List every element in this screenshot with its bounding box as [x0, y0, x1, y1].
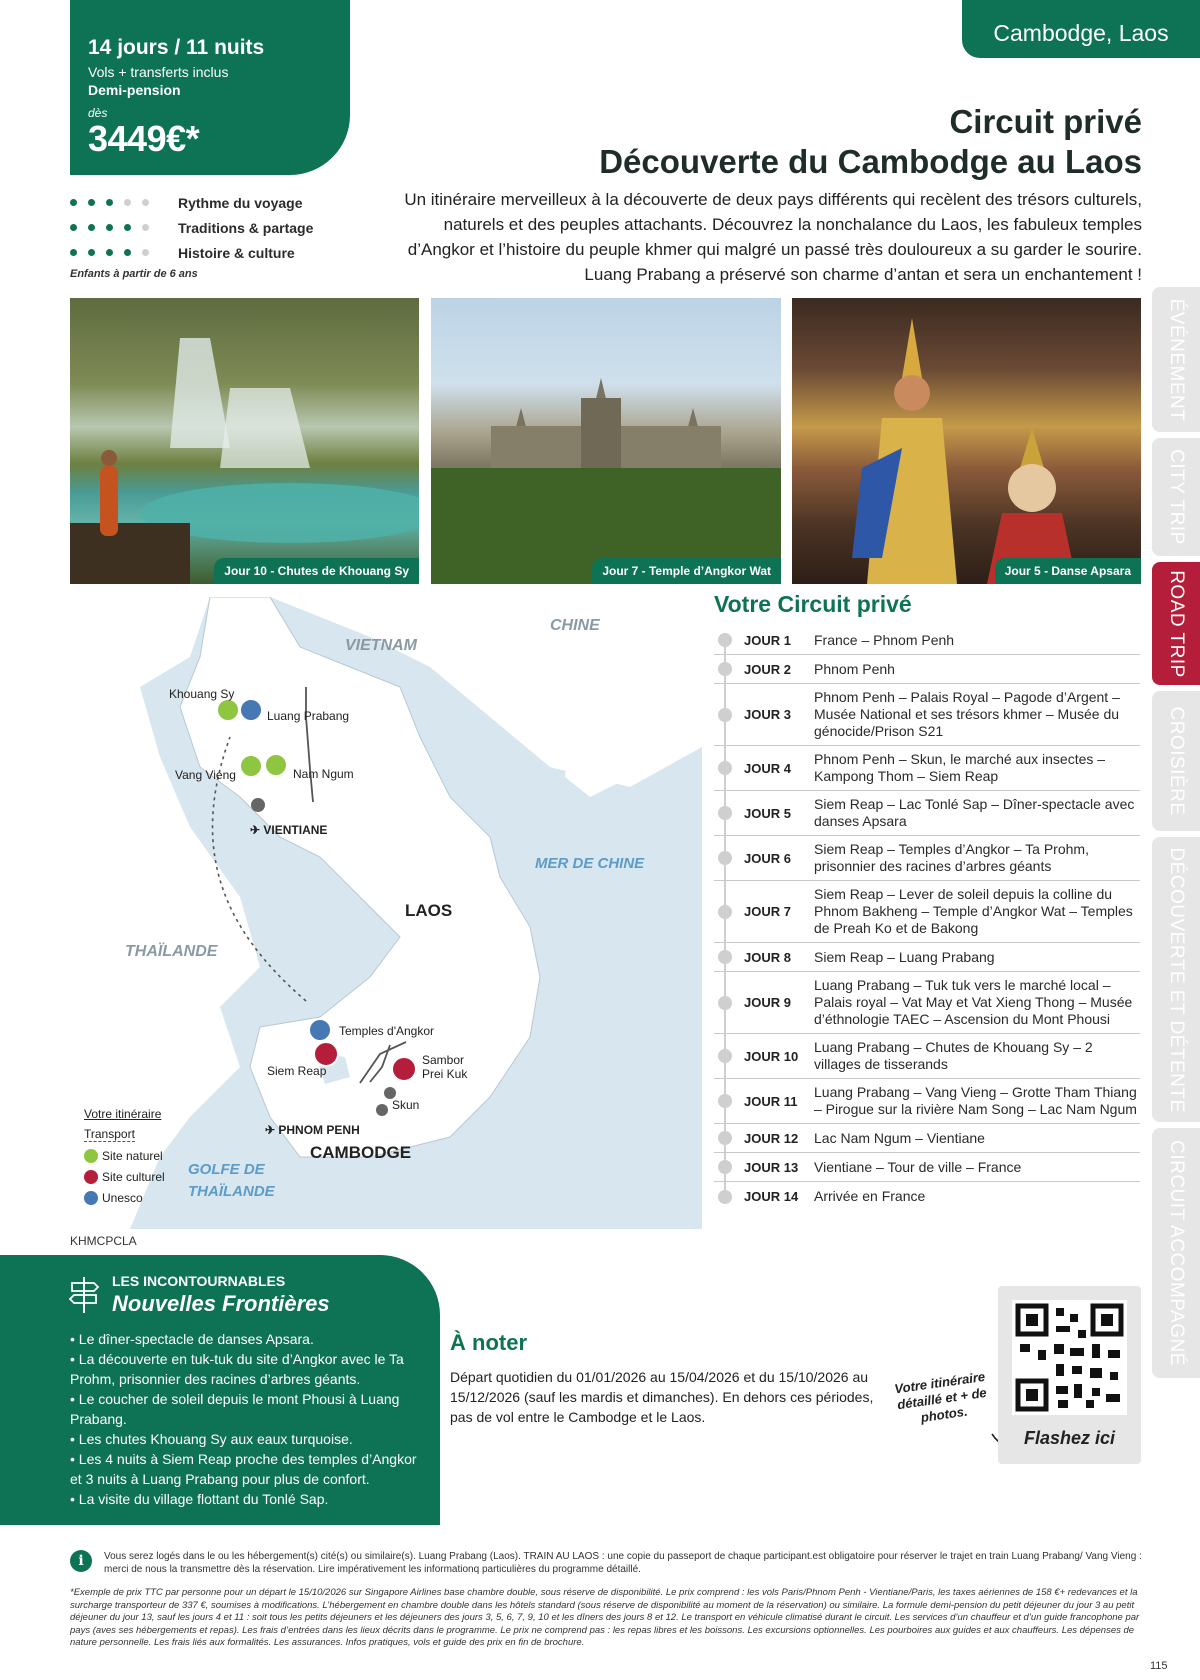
day-description: Arrivée en France [814, 1188, 926, 1204]
board-type: Demi-pension [88, 82, 181, 98]
rating-dot-empty [124, 199, 131, 206]
tab-road-trip[interactable] [1152, 562, 1200, 685]
day-number: JOUR 1 [744, 632, 791, 648]
pin-icon [718, 806, 732, 820]
natural-site-icon [84, 1149, 98, 1163]
map-place [250, 823, 327, 837]
map-label-gulf: GOLFE DE [188, 1161, 265, 1178]
waterfall-illustration [70, 298, 419, 584]
list-item [714, 1182, 1140, 1211]
rating-dot-empty [142, 224, 149, 231]
day-description: Siem Reap – Luang Prabang [814, 948, 995, 965]
pin-icon [718, 996, 732, 1010]
plane-icon: ✈ [250, 823, 264, 837]
day-number: JOUR 7 [744, 904, 791, 919]
rating-dot-filled [70, 249, 77, 256]
legend-transport [84, 1124, 165, 1145]
qr-pattern [1012, 1300, 1127, 1415]
temple-illustration [431, 298, 781, 584]
qr-code-icon[interactable] [1012, 1300, 1127, 1415]
map-illustration [70, 597, 702, 1229]
map-place: Nam Ngum [293, 767, 354, 781]
pin-icon [718, 708, 732, 722]
stop-marker [251, 798, 265, 812]
rating-row [70, 190, 350, 215]
map-place: Temples d'Angkor [339, 1024, 435, 1038]
rating-dot-filled [88, 199, 95, 206]
list-item: • La découverte en tuk-tuk du site d’Angkor avec le Ta Prohm, prisonnier des racines d’arbres géants. [70, 1351, 404, 1387]
tab-label: CITY TRIP [1166, 449, 1187, 545]
map-label-vietnam: VIETNAM [345, 637, 417, 654]
day-description: France – Phnom Penh [814, 631, 955, 648]
tab-evenement[interactable] [1152, 287, 1200, 432]
tab-label: DÉCOUVERTE ET DÉTENTE [1166, 846, 1187, 1113]
rating-dots [70, 249, 178, 256]
legend-label: Votre itinéraire [84, 1106, 162, 1121]
destination-tab: Cambodge, Laos [962, 0, 1200, 58]
day-number: JOUR 3 [744, 707, 791, 722]
day-description: Vientiane – Tour de ville – France [814, 1158, 1022, 1175]
note-title: À noter [450, 1330, 527, 1355]
map-place: Prei Kuk [422, 1067, 468, 1081]
itinerary-title: Votre Circuit privé [714, 591, 912, 617]
list-item [714, 626, 1140, 655]
map-code: KHMCPCLA [70, 1234, 137, 1248]
list-item: • La visite du village flottant du Tonlé Sap. [70, 1491, 329, 1507]
day-number: JOUR 10 [744, 1048, 799, 1064]
natural-site-icon [265, 754, 287, 776]
pin-icon [718, 761, 732, 775]
day-description: Luang Prabang – Chutes de Khouang Sy – 2 villages de tisserands [814, 1039, 1093, 1072]
cultural-site-icon [314, 1042, 338, 1066]
day-description: Siem Reap – Lever de soleil depuis la colline du Phnom Bakheng – Temple d’Angkor Wat – Temples de Preah Ko et de Bakong [814, 886, 1133, 936]
pin-icon [718, 851, 732, 865]
map-legend [84, 1103, 165, 1208]
rating-dot-filled [70, 199, 77, 206]
map-place: Luang Prabang [267, 709, 350, 723]
day-number: JOUR 8 [744, 949, 791, 965]
legend-natural [84, 1145, 165, 1166]
qr-label: Flashez ici [1023, 1428, 1116, 1448]
list-item [714, 1153, 1140, 1182]
photo-khouang-sy-falls [70, 298, 419, 584]
rating-dots [70, 199, 178, 206]
map-label-gulf-2: THAÏLANDE [188, 1183, 275, 1200]
legend-unesco [84, 1187, 165, 1208]
day-description: Luang Prabang – Vang Vieng – Grotte Tham Thiang – Pirogue sur la rivière Nam Song – Lac Nam Ngum [814, 1084, 1137, 1117]
ratings [70, 190, 350, 265]
map-place: Sambor [422, 1053, 465, 1067]
qr-card[interactable] [998, 1286, 1141, 1464]
pin-icon [718, 633, 732, 647]
day-description: Phnom Penh [814, 660, 895, 677]
legend-itinerary [84, 1103, 165, 1124]
title-line-2: Découverte du Cambodge au Laos [599, 143, 1142, 180]
list-item [714, 1124, 1140, 1153]
pin-icon [718, 1190, 732, 1204]
rating-dot-filled [70, 224, 77, 231]
day-number: JOUR 5 [744, 805, 791, 821]
dancers-illustration [792, 298, 1141, 584]
pin-icon [718, 905, 732, 919]
list-item: • Les chutes Khouang Sy aux eaux turquoise. [70, 1431, 353, 1447]
legend-cultural [84, 1166, 165, 1187]
price: 3449€* [88, 118, 200, 159]
cultural-site-icon [392, 1057, 416, 1081]
rating-row [70, 240, 350, 265]
list-item [714, 655, 1140, 684]
tab-city-trip[interactable] [1152, 438, 1200, 556]
rating-label: Rythme du voyage [178, 194, 303, 211]
fine-print: *Exemple de prix TTC par personne pour un départ le 15/10/2026 sur Singapore Airlines base chambre double, sous réserve de disponibilité. Le prix comprend : les vols Paris/Phnom Penh - Vientiane/Paris, les taxes aériennes de 158 €+ redevances et la surcharge transporteur de 337 €, soumises à modifications. L’hébergement en chambre double dans les hôtels standard (sous réserve de disponibilité au moment de la réservation) ou similaire. La formule demi-pension du petit déjeuner du jour 3 au petit déjeuner du jour 13, sauf les jours 4 et 11 : soit tous les petits déjeuners et les déjeuners des jours 3, 5, 6, 7, 9, 10 et les dîners des jours 8 et 12. Le transport en véhicule climatisé durant le circuit. Les services d’un chauffeur et d’un guide francophone par pays (aves ses hébergements et repas). Les frais d’entrées dans les lieux décrits dans le programme. Le prix ne comprend pas : les repas libres et les boissons. Les excursions optionnelles. Les pourboires aux guides et aux chauffeurs. Les dépenses de nature personnelle. Les frais liés aux formalités. Les assurances. Infos pratiques, vols et guide des prix en fin de brochure. [70, 1587, 1140, 1648]
day-number: JOUR 4 [744, 760, 791, 776]
signpost-icon [68, 1275, 100, 1315]
pin-icon [718, 662, 732, 676]
cultural-site-icon [84, 1170, 98, 1184]
qr-note: Votre itinéraire détaillé et + de photos. [893, 1368, 988, 1426]
map-place-name: PHNOM PENH [278, 1123, 360, 1137]
map-place-name: VIENTIANE [263, 823, 328, 837]
plane-icon: ✈ [265, 1123, 279, 1137]
natural-site-icon [217, 699, 239, 721]
day-description: Luang Prabang – Tuk tuk vers le marché local – Palais royal – Vat May et Vat Xieng Thong – Musée d’éthnologie TAEC – Ascension du Mont Phousi [814, 977, 1133, 1027]
tab-croisiere[interactable] [1152, 691, 1200, 831]
map-label-cambodia: CAMBODGE [310, 1143, 412, 1162]
list-item [714, 746, 1140, 791]
list-item [714, 972, 1140, 1034]
highlights-brand: Nouvelles Frontières [112, 1291, 330, 1316]
list-item [714, 791, 1140, 836]
tab-label: CIRCUIT ACCOMPAGNÉ [1166, 1140, 1187, 1366]
price-box [70, 0, 350, 175]
pin-icon [718, 1131, 732, 1145]
rating-dot-empty [142, 249, 149, 256]
rating-dot-filled [88, 249, 95, 256]
note-text: Départ quotidien du 01/01/2026 au 15/04/2026 et du 15/10/2026 au 15/12/2026 (sauf les mardis et dimanches). En dehors ces périodes, pas de vol entre le Cambodge et le Laos. [450, 1369, 874, 1425]
day-number: JOUR 12 [744, 1130, 799, 1146]
rating-dot-empty [142, 199, 149, 206]
tab-decouverte-detente[interactable] [1152, 837, 1200, 1122]
trip-duration: 14 jours / 11 nuits [88, 36, 265, 59]
day-number: JOUR 2 [744, 661, 791, 677]
legend-label: Transport [84, 1127, 135, 1141]
itinerary-list [714, 626, 1140, 1211]
list-item [714, 881, 1140, 943]
highlights-kicker: LES INCONTOURNABLES [112, 1273, 286, 1289]
rating-dot-filled [124, 249, 131, 256]
page-number: 115 [1150, 1660, 1168, 1672]
info-text: Vous serez logés dans le ou les hébergement(s) cité(s) ou similaire(s). Luang Prabang (Laos). TRAIN AU LAOS : une copie du passeport de chaque participant.est obligatoire pour réserver le trajet en train Luang Prabang/ Vang Vieng : merci de nous la transmettre dès la réservation. Lire impérativement les informationq particulières du programme détaillé. [104, 1551, 1142, 1575]
pin-icon [718, 1160, 732, 1174]
photo-apsara-dance [792, 298, 1141, 584]
pin-icon [718, 1049, 732, 1063]
pin-icon [718, 950, 732, 964]
map-place [265, 1123, 360, 1137]
tab-circuit-accompagne[interactable] [1152, 1128, 1200, 1378]
unesco-icon [309, 1019, 331, 1041]
side-tabs [1152, 287, 1200, 1384]
tab-label: ROAD TRIP [1166, 569, 1187, 678]
photo-caption: Jour 10 - Chutes de Khouang Sy [214, 558, 419, 584]
day-description: Lac Nam Ngum – Vientiane [814, 1129, 985, 1146]
map-place: Skun [392, 1098, 420, 1112]
legend-label: Site culturel [102, 1169, 165, 1184]
pin-icon [718, 1094, 732, 1108]
rating-dot-filled [88, 224, 95, 231]
rating-dots [70, 224, 178, 231]
list-item [714, 943, 1140, 972]
map-label-china: CHINE [550, 617, 600, 634]
day-number: JOUR 6 [744, 850, 791, 866]
legend-label: Unesco [102, 1190, 143, 1205]
day-description: Siem Reap – Lac Tonlé Sap – Dîner-spectacle avec danses Apsara [814, 796, 1135, 829]
list-item: • Les 4 nuits à Siem Reap proche des temples d’Angkor et 3 nuits à Luang Prabang pour plus de confort. [70, 1451, 417, 1487]
intro-text: Un itinéraire merveilleux à la découverte de deux pays différents qui recèlent des trésors culturels, naturels et des peuples attachants. Découvrez la nonchalance du Laos, les fabuleux temples d’Angkor et l’histoire du peuple khmer qui malgré un passé très douloureux a su garder le sourire. Luang Prabang a préservé son charme d’antan et sera un enchantement ! [404, 190, 1142, 284]
map-place: Vang Vieng [175, 768, 236, 782]
rating-dot-filled [124, 224, 131, 231]
legend-label: Site naturel [102, 1148, 163, 1163]
day-number: JOUR 14 [744, 1189, 799, 1204]
day-number: JOUR 11 [744, 1093, 798, 1109]
natural-site-icon [240, 755, 262, 777]
rating-dot-filled [106, 224, 113, 231]
list-item: • Le dîner-spectacle de danses Apsara. [70, 1331, 314, 1347]
day-number: JOUR 13 [744, 1159, 799, 1175]
map-label-thailand: THAÏLANDE [125, 943, 218, 960]
photo-caption: Jour 7 - Temple d’Angkor Wat [592, 558, 781, 584]
map-label-sea: MER DE CHINE [535, 855, 645, 872]
unesco-icon [240, 699, 262, 721]
rating-label: Histoire & culture [178, 244, 295, 261]
photo-caption: Jour 5 - Danse Apsara [995, 558, 1141, 584]
list-item [714, 1079, 1140, 1124]
rating-dot-filled [106, 249, 113, 256]
rating-dot-filled [106, 199, 113, 206]
list-item [714, 684, 1140, 746]
info-icon: i [70, 1550, 92, 1572]
day-description: Phnom Penh – Skun, le marché aux insectes – Kampong Thom – Siem Reap [814, 751, 1106, 784]
price-from-label: dès [88, 106, 108, 120]
map-label-laos: LAOS [405, 901, 453, 920]
page-title [599, 102, 1142, 182]
children-note: Enfants à partir de 6 ans [70, 268, 198, 280]
stop-marker [376, 1104, 388, 1116]
flights-included: Vols + transferts inclus [88, 64, 229, 80]
route-map [70, 597, 702, 1229]
tab-label: CROISIÈRE [1166, 706, 1187, 816]
map-place: Siem Reap [267, 1064, 327, 1078]
day-description: Siem Reap – Temples d’Angkor – Ta Prohm, prisonnier des racines d’arbres géants [814, 841, 1089, 874]
title-line-1: Circuit privé [949, 103, 1142, 140]
rating-row [70, 215, 350, 240]
unesco-icon [84, 1191, 98, 1205]
day-description: Phnom Penh – Palais Royal – Pagode d’Argent – Musée National et ses trésors khmer – Musée du génocide/Prison S21 [814, 689, 1120, 739]
highlights-list [70, 1329, 440, 1509]
tab-label: ÉVÉNEMENT [1166, 298, 1187, 421]
list-item [714, 836, 1140, 881]
day-number: JOUR 9 [744, 995, 791, 1010]
rating-label: Traditions & partage [178, 219, 314, 236]
map-place: Khouang Sy [169, 687, 235, 701]
list-item: • Le coucher de soleil depuis le mont Phousi à Luang Prabang. [70, 1391, 400, 1427]
list-item [714, 1034, 1140, 1079]
highlights-box [0, 1255, 440, 1525]
photo-angkor-wat [431, 298, 781, 584]
